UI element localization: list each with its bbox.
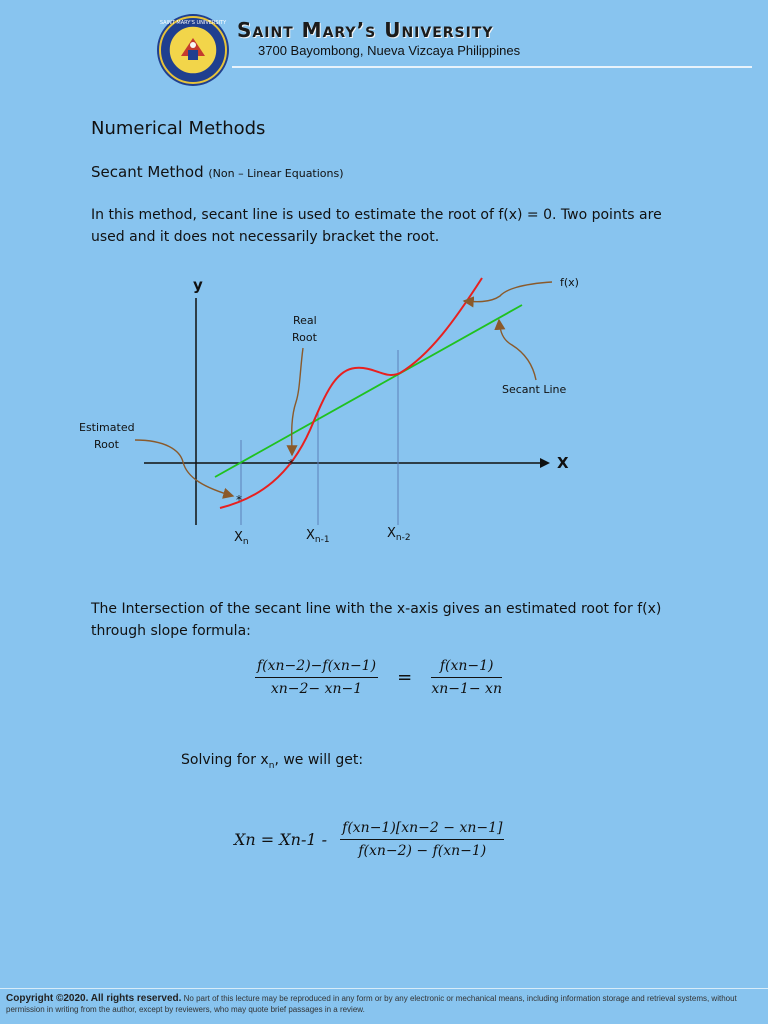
xn-label: $X_n$ <box>234 530 249 547</box>
real-root-marker: * <box>288 457 294 471</box>
real-root-arrow <box>292 348 303 455</box>
solving-sub: n <box>268 760 275 771</box>
estimated-root-arrow <box>135 440 233 496</box>
real-root-label-2: Root <box>292 331 317 344</box>
university-name: Saint Mary’s University <box>237 18 494 42</box>
left-numerator: f(xn−2)−f(xn−1) <box>255 658 378 678</box>
formula-lhs: Xn = Xn-1 - <box>234 830 328 849</box>
subtitle-main: Secant Method <box>91 163 204 181</box>
secant-method-diagram <box>0 260 768 560</box>
intro-paragraph: In this method, secant line is used to estimate the root of f(x) = 0. Two points are used and it does not necessarily bracket the root. <box>91 207 662 245</box>
right-numerator: f(xn−1) <box>431 658 502 678</box>
slope-equation <box>255 658 502 697</box>
subtitle-paren: (Non – Linear Equations) <box>208 167 344 180</box>
secant-label-arrow <box>499 320 536 380</box>
header-divider <box>232 66 752 68</box>
formula-numerator: f(xn−1)[xn−2 − xn−1] <box>340 820 504 840</box>
solving-main: Solving for x <box>181 752 269 768</box>
fx-label: f(x) <box>560 276 579 289</box>
right-denominator: xn−1− xn <box>431 681 502 697</box>
xn2-label: $X_{n-2}$ <box>387 526 411 543</box>
secant-line-label: Secant Line <box>502 383 567 396</box>
page-title: Numerical Methods <box>91 118 266 139</box>
footer <box>6 993 764 1015</box>
footer-divider <box>0 988 768 989</box>
university-seal-icon <box>155 12 231 88</box>
university-address: 3700 Bayombong, Nueva Vizcaya Philippines <box>258 43 521 58</box>
y-axis-label: y <box>193 276 203 294</box>
fx-curve <box>220 278 482 508</box>
section-subtitle <box>91 163 344 181</box>
intersection-paragraph: The Intersection of the secant line with the x-axis gives an estimated root for f(x) through slope formula: <box>91 601 662 639</box>
formula-fraction <box>340 820 504 859</box>
left-fraction <box>255 658 378 697</box>
header <box>0 0 768 80</box>
real-root-label-1: Real <box>293 314 317 327</box>
xn1-label: $X_{n-1}$ <box>306 528 330 545</box>
x-axis-label: X <box>557 454 569 472</box>
secant-formula <box>234 820 504 859</box>
estimated-root-label-1: Estimated <box>79 421 135 434</box>
solving-text <box>181 752 363 771</box>
solving-rest: , we will get: <box>274 752 364 768</box>
copyright-notice: No part of this lecture may be reproduced in any form or by any electronic or mechanical means, including information storage and retrieval systems, without permission in writing from the author, except by reviewers, who may quote brief passages in a review. <box>6 994 737 1014</box>
secant-line <box>215 305 522 477</box>
copyright-text: Copyright ©2020. All rights reserved. <box>6 993 182 1004</box>
svg-text:SAINT MARY'S UNIVERSITY: SAINT MARY'S UNIVERSITY <box>159 20 227 26</box>
left-denominator: xn−2− xn−1 <box>270 681 363 697</box>
formula-denominator: f(xn−2) − f(xn−1) <box>358 843 487 859</box>
right-fraction <box>431 658 502 697</box>
estimated-root-label-2: Root <box>94 438 119 451</box>
estimated-root-marker: * <box>236 493 242 507</box>
equals-sign: = <box>397 667 413 688</box>
